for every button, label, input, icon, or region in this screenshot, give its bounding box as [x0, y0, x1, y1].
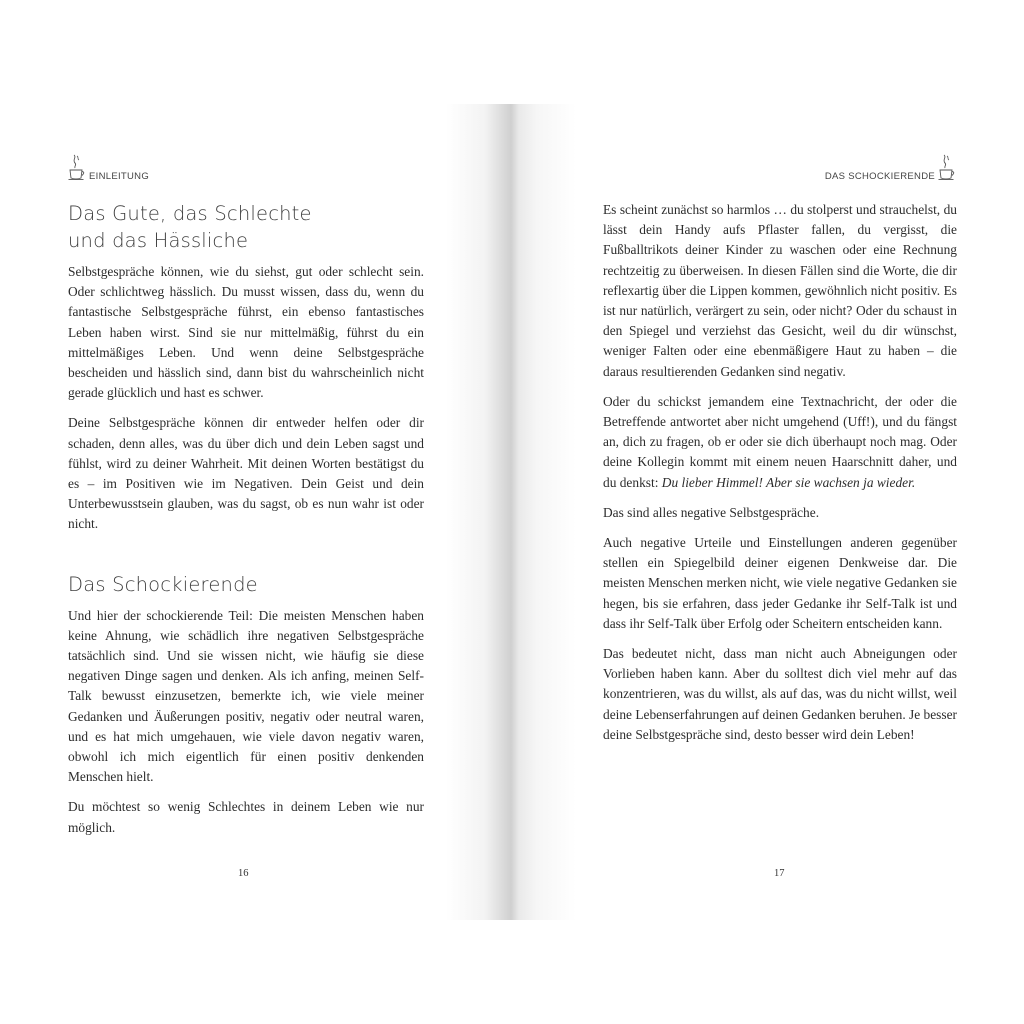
paragraph: Auch negative Urteile und Einstellungen anderen gegenüber stellen ein Spiegelbild deiner eigenen Denkweise dar. Die meisten Menschen merken nicht, wie viele negative Gedanken sie hegen, bis sie erfahren, dass jeder Gedanke ihr Self-Talk ist und dass ihr Self-Talk über Erfolg oder Scheitern entscheiden kann. — [603, 535, 957, 631]
paragraph: Selbstgespräche können, wie du siehst, gut oder schlecht sein. Oder schlichtweg hässlich. Du musst wissen, dass du, wenn du fantastische Selbstgespräche führst, ein ebenso fantastisches Leben haben wirst. Sind sie nur mittelmäßig, führst du ein mittelmäßiges Leben. Und wenn deine Selbstgespräche bescheiden und hässlich sind, dann bist du wahrscheinlich nicht gerade glücklich und hast es schwer. — [68, 264, 424, 401]
paragraph-text: Oder du schickst jemandem eine Textnachricht, der oder die Betreffende antwortet aber nicht umgehend (Uff!), und du fängst an, dich zu fragen, ob er oder sie dich überhaupt noch mag. Oder deine Kollegin kommt mit einem neuen Haarschnitt daher, und du denkst: — [603, 393, 957, 490]
running-head-text: EINLEITUNG — [89, 171, 150, 182]
right-page — [512, 104, 998, 920]
heading-line-2: und das Hässliche — [68, 229, 249, 252]
paragraph: Das sind alles negative Selbstgespräche. — [603, 504, 820, 520]
section-heading — [68, 200, 424, 254]
section-heading: Das Schockierende — [68, 572, 258, 596]
paragraph: Und hier der schockierende Teil: Die meisten Menschen haben keine Ahnung, wie schädlich ihre negativen Selbstgespräche tatsächlich sind. Und sie wissen nicht, wie häufig sie diese negativen Dinge sagen und denken. Als ich anfing, meinen Self-Talk bewusst einzusetzen, bemerkte ich, wie viele meiner Gedanken und Äußerungen positiv, negativ oder neutral waren, und es hat mich umgehauen, wie viele davon negativ waren, obwohl ich mich eigentlich für einen positiv denkenden Menschen hielt. — [68, 607, 424, 785]
paragraph: Deine Selbstgespräche können dir entweder helfen oder dir schaden, denn alles, was du über dich und dein Leben sagst und fühlst, wird zu deiner Wahrheit. Mit deinen Worten bestätigst du es – im Positiven wie im Negativen. Dein Geist und dein Unterbewusstsein glauben, was du sagst, ob es nun wahr ist oder nicht. — [68, 415, 424, 532]
page-number: 16 — [238, 868, 249, 879]
paragraph: Es scheint zunächst so harmlos … du stolperst und strauchelst, du lässt dein Handy aufs Pflaster fallen, du vergisst, die Fußballtrikots deiner Kinder zu waschen oder eine Rechnung rechtzeitig zu überweisen. In diesen Fällen sind die Worte, die dir reflexartig über die Lippen kommen, gewöhnlich nicht positiv. Es ist nur natürlich, verärgert zu sein, oder nicht? Oder du schaust in den Spiegel und verziehst das Gesicht, weil du dir wünschst, weniger Falten oder eine ebenmäßigere Haut zu haben – die daraus resultierenden Gedanken sind negativ. — [603, 202, 957, 379]
italic-quote: Du lieber Himmel! Aber sie wachsen ja wieder. — [661, 474, 916, 490]
coffee-cup-icon — [68, 152, 86, 182]
left-page — [26, 104, 512, 920]
paragraph: Du möchtest so wenig Schlechtes in deinem Leben wie nur möglich. — [68, 799, 424, 835]
left-page-content — [68, 200, 424, 848]
running-head-text: DAS SCHOCKIERENDE — [824, 171, 935, 182]
heading-line-1: Das Gute, das Schlechte — [68, 202, 312, 225]
left-running-head — [68, 152, 149, 182]
paragraph — [603, 392, 957, 493]
right-page-content — [603, 200, 957, 755]
page-number: 17 — [774, 868, 785, 879]
coffee-cup-icon — [938, 152, 956, 182]
right-running-head — [825, 152, 956, 182]
paragraph: Das bedeutet nicht, dass man nicht auch Abneigungen oder Vorlieben haben kann. Aber du solltest dich viel mehr auf das konzentrieren, was du willst, als auf das, was du nicht willst, weil deine Lebenserfahrungen auf deinen Gedanken beruhen. Je besser deine Selbstgespräche sind, desto besser wird dein Leben! — [603, 646, 957, 742]
